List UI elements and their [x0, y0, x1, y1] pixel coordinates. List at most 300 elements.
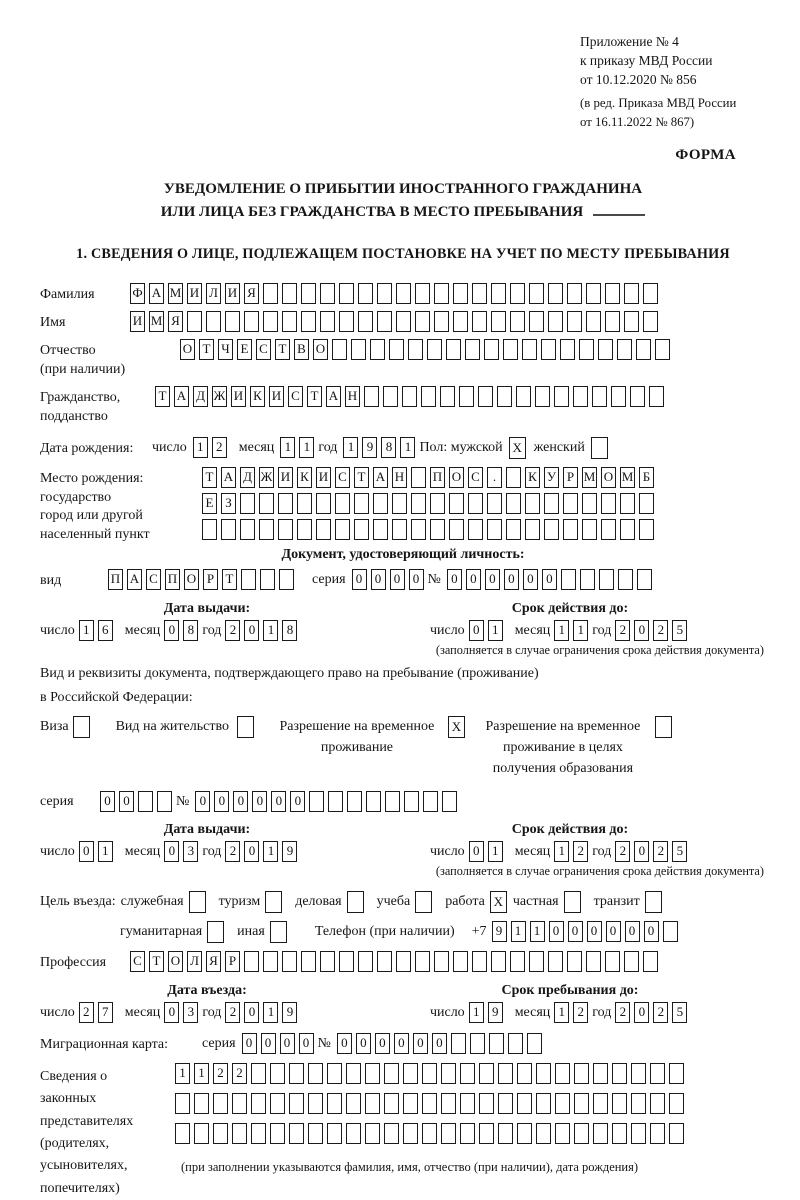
surname-cells[interactable] — [130, 283, 662, 304]
char-cell[interactable] — [364, 386, 379, 407]
char-cell[interactable] — [527, 1033, 542, 1054]
char-cell[interactable] — [423, 791, 438, 812]
char-cell[interactable] — [270, 1123, 285, 1144]
char-cell[interactable] — [301, 283, 316, 304]
char-cell[interactable] — [384, 1063, 399, 1084]
char-cell[interactable] — [503, 339, 518, 360]
char-cell[interactable]: А — [373, 467, 388, 488]
char-cell[interactable] — [582, 493, 597, 514]
char-cell[interactable]: 0 — [634, 841, 649, 862]
char-cell[interactable] — [605, 283, 620, 304]
char-cell[interactable] — [221, 519, 236, 540]
stay-day-cells[interactable] — [469, 1002, 507, 1023]
char-cell[interactable] — [384, 1123, 399, 1144]
char-cell[interactable]: У — [544, 467, 559, 488]
char-cell[interactable] — [479, 1063, 494, 1084]
char-cell[interactable] — [309, 791, 324, 812]
char-cell[interactable]: И — [187, 283, 202, 304]
char-cell[interactable] — [465, 339, 480, 360]
char-cell[interactable] — [206, 311, 221, 332]
char-cell[interactable]: И — [269, 386, 284, 407]
char-cell[interactable]: 0 — [606, 921, 621, 942]
char-cell[interactable] — [510, 311, 525, 332]
char-cell[interactable]: 0 — [244, 841, 259, 862]
doc-issue-year-cells[interactable] — [225, 620, 301, 641]
char-cell[interactable]: Т — [222, 569, 237, 590]
char-cell[interactable]: Я — [244, 283, 259, 304]
char-cell[interactable]: 0 — [466, 569, 481, 590]
char-cell[interactable] — [282, 283, 297, 304]
gender-female-checkbox[interactable] — [591, 437, 608, 459]
char-cell[interactable]: 0 — [261, 1033, 276, 1054]
char-cell[interactable] — [259, 519, 274, 540]
char-cell[interactable] — [175, 1093, 190, 1114]
char-cell[interactable] — [240, 493, 255, 514]
char-cell[interactable] — [358, 951, 373, 972]
char-cell[interactable] — [624, 951, 639, 972]
char-cell[interactable] — [260, 569, 275, 590]
char-cell[interactable]: С — [130, 951, 145, 972]
char-cell[interactable]: А — [326, 386, 341, 407]
char-cell[interactable] — [308, 1093, 323, 1114]
char-cell[interactable]: 1 — [530, 921, 545, 942]
char-cell[interactable] — [365, 1123, 380, 1144]
char-cell[interactable] — [392, 519, 407, 540]
char-cell[interactable] — [202, 519, 217, 540]
char-cell[interactable] — [316, 493, 331, 514]
migration-number-cells[interactable] — [337, 1033, 546, 1054]
migration-series-cells[interactable] — [242, 1033, 318, 1054]
char-cell[interactable]: 2 — [653, 1002, 668, 1023]
given-name-cells[interactable] — [130, 311, 662, 332]
char-cell[interactable] — [365, 1063, 380, 1084]
char-cell[interactable] — [422, 1093, 437, 1114]
char-cell[interactable]: И — [231, 386, 246, 407]
char-cell[interactable] — [535, 386, 550, 407]
char-cell[interactable]: Т — [149, 951, 164, 972]
char-cell[interactable] — [561, 569, 576, 590]
char-cell[interactable] — [308, 1063, 323, 1084]
char-cell[interactable] — [525, 519, 540, 540]
birth-year-cells[interactable] — [343, 437, 419, 458]
char-cell[interactable]: Ж — [212, 386, 227, 407]
char-cell[interactable]: 2 — [615, 620, 630, 641]
char-cell[interactable] — [351, 339, 366, 360]
char-cell[interactable] — [213, 1123, 228, 1144]
char-cell[interactable]: 0 — [413, 1033, 428, 1054]
entry-day-cells[interactable] — [79, 1002, 117, 1023]
char-cell[interactable]: 0 — [290, 791, 305, 812]
char-cell[interactable] — [251, 1093, 266, 1114]
char-cell[interactable] — [422, 1123, 437, 1144]
char-cell[interactable]: 0 — [299, 1033, 314, 1054]
char-cell[interactable]: 0 — [214, 791, 229, 812]
char-cell[interactable] — [649, 386, 664, 407]
char-cell[interactable] — [404, 791, 419, 812]
doc-series-cells[interactable] — [352, 569, 428, 590]
char-cell[interactable]: Я — [168, 311, 183, 332]
char-cell[interactable] — [347, 791, 362, 812]
char-cell[interactable]: 0 — [432, 1033, 447, 1054]
char-cell[interactable]: 7 — [98, 1002, 113, 1023]
doc-expiry-year-cells[interactable] — [615, 620, 691, 641]
char-cell[interactable]: И — [225, 283, 240, 304]
doc-number-cells[interactable] — [447, 569, 656, 590]
char-cell[interactable] — [586, 951, 601, 972]
char-cell[interactable] — [624, 283, 639, 304]
char-cell[interactable] — [354, 493, 369, 514]
char-cell[interactable] — [517, 1123, 532, 1144]
birth-day-cells[interactable] — [193, 437, 231, 458]
char-cell[interactable]: 1 — [263, 841, 278, 862]
char-cell[interactable]: Л — [187, 951, 202, 972]
permit-issue-day-cells[interactable] — [79, 841, 117, 862]
char-cell[interactable]: Р — [563, 467, 578, 488]
char-cell[interactable]: 1 — [400, 437, 415, 458]
char-cell[interactable]: Д — [193, 386, 208, 407]
char-cell[interactable] — [548, 951, 563, 972]
char-cell[interactable]: 0 — [79, 841, 94, 862]
char-cell[interactable] — [544, 519, 559, 540]
char-cell[interactable] — [529, 283, 544, 304]
char-cell[interactable]: С — [468, 467, 483, 488]
char-cell[interactable]: Ф — [130, 283, 145, 304]
char-cell[interactable]: 0 — [504, 569, 519, 590]
char-cell[interactable]: 0 — [244, 1002, 259, 1023]
char-cell[interactable] — [472, 951, 487, 972]
char-cell[interactable] — [541, 339, 556, 360]
char-cell[interactable] — [373, 519, 388, 540]
char-cell[interactable]: С — [256, 339, 271, 360]
char-cell[interactable]: 0 — [394, 1033, 409, 1054]
char-cell[interactable] — [370, 339, 385, 360]
char-cell[interactable]: А — [174, 386, 189, 407]
char-cell[interactable] — [415, 283, 430, 304]
char-cell[interactable] — [327, 1123, 342, 1144]
purpose-private-checkbox[interactable] — [564, 891, 581, 913]
char-cell[interactable]: Т — [275, 339, 290, 360]
char-cell[interactable]: Т — [307, 386, 322, 407]
purpose-work-checkbox[interactable]: X — [490, 891, 507, 913]
char-cell[interactable]: 3 — [183, 1002, 198, 1023]
char-cell[interactable]: 5 — [672, 620, 687, 641]
char-cell[interactable] — [567, 951, 582, 972]
char-cell[interactable] — [232, 1093, 247, 1114]
char-cell[interactable]: С — [146, 569, 161, 590]
char-cell[interactable] — [582, 519, 597, 540]
char-cell[interactable] — [484, 339, 499, 360]
char-cell[interactable] — [489, 1033, 504, 1054]
char-cell[interactable] — [263, 951, 278, 972]
char-cell[interactable]: 2 — [225, 620, 240, 641]
birth-place-cells-row1[interactable] — [202, 467, 658, 488]
option-temp-residence-education-checkbox[interactable] — [655, 716, 672, 738]
char-cell[interactable] — [497, 386, 512, 407]
char-cell[interactable] — [529, 951, 544, 972]
char-cell[interactable]: И — [130, 311, 145, 332]
char-cell[interactable] — [422, 1063, 437, 1084]
char-cell[interactable]: 5 — [672, 1002, 687, 1023]
char-cell[interactable]: 0 — [337, 1033, 352, 1054]
char-cell[interactable] — [459, 386, 474, 407]
char-cell[interactable]: Ж — [259, 467, 274, 488]
char-cell[interactable] — [639, 493, 654, 514]
purpose-study-checkbox[interactable] — [415, 891, 432, 913]
char-cell[interactable]: 0 — [625, 921, 640, 942]
char-cell[interactable] — [669, 1093, 684, 1114]
char-cell[interactable] — [630, 386, 645, 407]
char-cell[interactable] — [554, 386, 569, 407]
char-cell[interactable] — [440, 386, 455, 407]
char-cell[interactable]: 2 — [212, 437, 227, 458]
char-cell[interactable] — [365, 1093, 380, 1114]
char-cell[interactable]: Т — [202, 467, 217, 488]
char-cell[interactable] — [510, 283, 525, 304]
char-cell[interactable]: 2 — [232, 1063, 247, 1084]
char-cell[interactable]: О — [449, 467, 464, 488]
char-cell[interactable]: 0 — [390, 569, 405, 590]
char-cell[interactable] — [335, 519, 350, 540]
char-cell[interactable] — [251, 1123, 266, 1144]
char-cell[interactable] — [522, 339, 537, 360]
char-cell[interactable]: 2 — [653, 841, 668, 862]
char-cell[interactable] — [411, 467, 426, 488]
char-cell[interactable] — [498, 1093, 513, 1114]
char-cell[interactable] — [358, 311, 373, 332]
char-cell[interactable] — [157, 791, 172, 812]
entry-month-cells[interactable] — [164, 1002, 202, 1023]
char-cell[interactable]: А — [221, 467, 236, 488]
char-cell[interactable]: 0 — [542, 569, 557, 590]
char-cell[interactable]: 0 — [164, 841, 179, 862]
char-cell[interactable] — [289, 1123, 304, 1144]
char-cell[interactable]: 1 — [175, 1063, 190, 1084]
char-cell[interactable] — [279, 569, 294, 590]
birth-place-cells-row3[interactable] — [202, 519, 658, 540]
entry-year-cells[interactable] — [225, 1002, 301, 1023]
char-cell[interactable] — [650, 1063, 665, 1084]
char-cell[interactable]: Т — [354, 467, 369, 488]
char-cell[interactable]: 1 — [98, 841, 113, 862]
char-cell[interactable] — [655, 339, 670, 360]
char-cell[interactable] — [460, 1093, 475, 1114]
char-cell[interactable]: 0 — [469, 841, 484, 862]
char-cell[interactable] — [434, 311, 449, 332]
char-cell[interactable] — [327, 1063, 342, 1084]
char-cell[interactable] — [441, 1123, 456, 1144]
char-cell[interactable] — [601, 519, 616, 540]
char-cell[interactable] — [506, 467, 521, 488]
char-cell[interactable]: Л — [206, 283, 221, 304]
char-cell[interactable]: 2 — [225, 841, 240, 862]
char-cell[interactable] — [392, 493, 407, 514]
char-cell[interactable] — [430, 493, 445, 514]
char-cell[interactable]: 1 — [554, 841, 569, 862]
char-cell[interactable] — [240, 519, 255, 540]
representatives-cells-row2[interactable] — [175, 1093, 688, 1114]
char-cell[interactable]: 8 — [183, 620, 198, 641]
char-cell[interactable] — [478, 386, 493, 407]
char-cell[interactable] — [472, 311, 487, 332]
char-cell[interactable] — [339, 951, 354, 972]
char-cell[interactable] — [643, 311, 658, 332]
char-cell[interactable] — [555, 1093, 570, 1114]
char-cell[interactable]: 8 — [282, 620, 297, 641]
char-cell[interactable]: 0 — [447, 569, 462, 590]
char-cell[interactable]: А — [149, 283, 164, 304]
permit-expiry-year-cells[interactable] — [615, 841, 691, 862]
char-cell[interactable] — [624, 311, 639, 332]
char-cell[interactable] — [366, 791, 381, 812]
char-cell[interactable] — [605, 311, 620, 332]
char-cell[interactable] — [383, 386, 398, 407]
char-cell[interactable]: 1 — [554, 1002, 569, 1023]
char-cell[interactable] — [508, 1033, 523, 1054]
char-cell[interactable] — [403, 1123, 418, 1144]
char-cell[interactable]: 0 — [371, 569, 386, 590]
char-cell[interactable] — [297, 519, 312, 540]
char-cell[interactable]: 0 — [644, 921, 659, 942]
char-cell[interactable] — [377, 283, 392, 304]
char-cell[interactable]: 0 — [100, 791, 115, 812]
char-cell[interactable] — [434, 951, 449, 972]
char-cell[interactable] — [618, 569, 633, 590]
char-cell[interactable] — [415, 311, 430, 332]
char-cell[interactable] — [491, 283, 506, 304]
char-cell[interactable] — [320, 951, 335, 972]
purpose-transit-checkbox[interactable] — [645, 891, 662, 913]
char-cell[interactable]: М — [168, 283, 183, 304]
char-cell[interactable]: 2 — [573, 1002, 588, 1023]
char-cell[interactable]: 0 — [242, 1033, 257, 1054]
char-cell[interactable] — [241, 569, 256, 590]
char-cell[interactable] — [411, 493, 426, 514]
char-cell[interactable]: 0 — [375, 1033, 390, 1054]
char-cell[interactable]: 0 — [587, 921, 602, 942]
permit-number-cells[interactable] — [195, 791, 461, 812]
char-cell[interactable]: К — [297, 467, 312, 488]
char-cell[interactable] — [612, 1123, 627, 1144]
char-cell[interactable] — [669, 1063, 684, 1084]
char-cell[interactable] — [175, 1123, 190, 1144]
char-cell[interactable] — [316, 519, 331, 540]
char-cell[interactable]: 0 — [356, 1033, 371, 1054]
char-cell[interactable]: П — [165, 569, 180, 590]
char-cell[interactable] — [601, 493, 616, 514]
char-cell[interactable]: 1 — [79, 620, 94, 641]
char-cell[interactable] — [487, 519, 502, 540]
char-cell[interactable] — [194, 1093, 209, 1114]
char-cell[interactable]: М — [149, 311, 164, 332]
char-cell[interactable] — [358, 283, 373, 304]
char-cell[interactable]: 3 — [183, 841, 198, 862]
char-cell[interactable] — [434, 283, 449, 304]
char-cell[interactable]: 1 — [193, 437, 208, 458]
char-cell[interactable] — [631, 1093, 646, 1114]
char-cell[interactable] — [289, 1063, 304, 1084]
char-cell[interactable] — [449, 493, 464, 514]
char-cell[interactable] — [377, 951, 392, 972]
char-cell[interactable] — [517, 1093, 532, 1114]
representatives-cells-row1[interactable] — [175, 1063, 688, 1084]
char-cell[interactable]: 2 — [213, 1063, 228, 1084]
phone-cells[interactable] — [492, 921, 682, 942]
char-cell[interactable] — [396, 311, 411, 332]
char-cell[interactable] — [506, 519, 521, 540]
char-cell[interactable]: О — [168, 951, 183, 972]
char-cell[interactable]: 1 — [299, 437, 314, 458]
char-cell[interactable] — [470, 1033, 485, 1054]
char-cell[interactable] — [555, 1063, 570, 1084]
char-cell[interactable] — [650, 1093, 665, 1114]
char-cell[interactable]: П — [108, 569, 123, 590]
char-cell[interactable] — [612, 1063, 627, 1084]
char-cell[interactable] — [259, 493, 274, 514]
char-cell[interactable]: Р — [225, 951, 240, 972]
option-residence-permit-checkbox[interactable] — [237, 716, 254, 738]
char-cell[interactable] — [346, 1123, 361, 1144]
char-cell[interactable] — [580, 569, 595, 590]
char-cell[interactable] — [563, 493, 578, 514]
char-cell[interactable] — [385, 791, 400, 812]
char-cell[interactable] — [263, 283, 278, 304]
char-cell[interactable] — [327, 1093, 342, 1114]
char-cell[interactable] — [408, 339, 423, 360]
char-cell[interactable]: И — [316, 467, 331, 488]
char-cell[interactable]: 0 — [252, 791, 267, 812]
char-cell[interactable] — [263, 311, 278, 332]
char-cell[interactable]: 1 — [263, 620, 278, 641]
char-cell[interactable] — [468, 493, 483, 514]
char-cell[interactable]: 0 — [634, 1002, 649, 1023]
char-cell[interactable]: О — [184, 569, 199, 590]
char-cell[interactable] — [574, 1123, 589, 1144]
char-cell[interactable] — [574, 1063, 589, 1084]
char-cell[interactable] — [270, 1063, 285, 1084]
char-cell[interactable] — [516, 386, 531, 407]
char-cell[interactable] — [612, 1093, 627, 1114]
profession-cells[interactable] — [130, 951, 662, 972]
char-cell[interactable]: З — [221, 493, 236, 514]
char-cell[interactable]: 0 — [233, 791, 248, 812]
char-cell[interactable] — [487, 493, 502, 514]
char-cell[interactable]: 1 — [469, 1002, 484, 1023]
char-cell[interactable] — [232, 1123, 247, 1144]
doc-issue-month-cells[interactable] — [164, 620, 202, 641]
char-cell[interactable] — [411, 519, 426, 540]
char-cell[interactable]: 2 — [573, 841, 588, 862]
char-cell[interactable] — [328, 791, 343, 812]
char-cell[interactable] — [643, 283, 658, 304]
char-cell[interactable]: 0 — [271, 791, 286, 812]
char-cell[interactable] — [320, 283, 335, 304]
char-cell[interactable] — [567, 311, 582, 332]
char-cell[interactable]: О — [180, 339, 195, 360]
char-cell[interactable]: С — [288, 386, 303, 407]
char-cell[interactable] — [605, 951, 620, 972]
char-cell[interactable]: 5 — [672, 841, 687, 862]
char-cell[interactable] — [278, 519, 293, 540]
char-cell[interactable] — [373, 493, 388, 514]
char-cell[interactable]: 9 — [492, 921, 507, 942]
char-cell[interactable] — [620, 519, 635, 540]
char-cell[interactable] — [354, 519, 369, 540]
stay-year-cells[interactable] — [615, 1002, 691, 1023]
char-cell[interactable]: 0 — [352, 569, 367, 590]
char-cell[interactable]: 2 — [225, 1002, 240, 1023]
char-cell[interactable] — [586, 283, 601, 304]
char-cell[interactable] — [278, 493, 293, 514]
